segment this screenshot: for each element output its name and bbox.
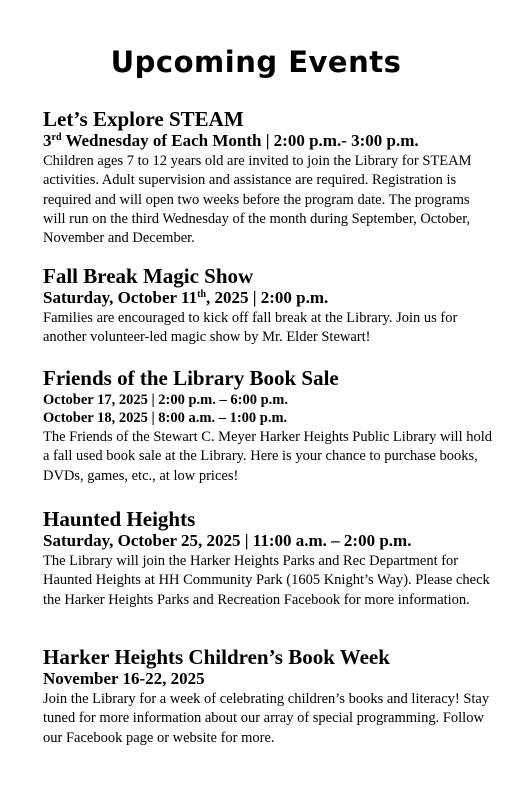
event-description: The Friends of the Stewart C. Meyer Harker Heights Public Library will hold a fall used book sale at the Library. Here is your chance to purchase books, DVDs, games, etc., at low prices! [43,429,492,484]
page-title: Upcoming Events [110,45,402,79]
event-date-time: , 2025 | 2:00 p.m. [206,288,329,307]
event-date-time: Wednesday of Each Month | 2:00 p.m.- 3:00 p.m. [61,131,419,150]
event-title: Harker Heights Children’s Book Week [43,645,390,669]
event-title: Let’s Explore STEAM [43,107,244,131]
event-date-ordinal: rd [51,132,62,143]
event-description: Join the Library for a week of celebrating children’s books and literacy! Stay tuned for more information about our array of special programming. Follow our Facebook page or website for more. [43,691,490,746]
event-date: November 16-22, 2025 [43,669,205,688]
event-date [43,287,493,308]
event-description: Families are encouraged to kick off fall break at the Library. Join us for another volunteer-led magic show by Mr. Elder Stewart! [43,310,458,346]
event-description: The Library will join the Harker Heights Parks and Rec Department for Haunted Heights at HH Community Park (1605 Knight’s Way). Please check the Harker Heights Parks and Recreation Facebook for more information. [43,553,490,608]
event-date-number: 3 [43,131,52,150]
event-book-sale [43,367,493,486]
event-date-2: October 18, 2025 | 8:00 a.m. – 1:00 p.m. [43,410,288,426]
event-date [43,130,493,151]
event-book-week [43,646,493,748]
event-title: Friends of the Library Book Sale [43,366,339,390]
event-steam [43,108,493,248]
event-magic-show [43,265,493,348]
event-haunted-heights [43,508,493,610]
event-date-1: October 17, 2025 | 2:00 p.m. – 6:00 p.m. [43,392,288,408]
event-date-ordinal: th [197,289,207,300]
event-title: Haunted Heights [43,507,196,531]
event-date-day: Saturday, October 11 [43,288,198,307]
event-description: Children ages 7 to 12 years old are invited to join the Library for STEAM activities. Adult supervision and assistance are required. Registration is required and will open two weeks before the program date. The programs will run on the third Wednesday of the month during September, October, November and December. [43,153,472,247]
event-date: Saturday, October 25, 2025 | 11:00 a.m. – 2:00 p.m. [43,531,412,550]
event-title: Fall Break Magic Show [43,264,254,288]
